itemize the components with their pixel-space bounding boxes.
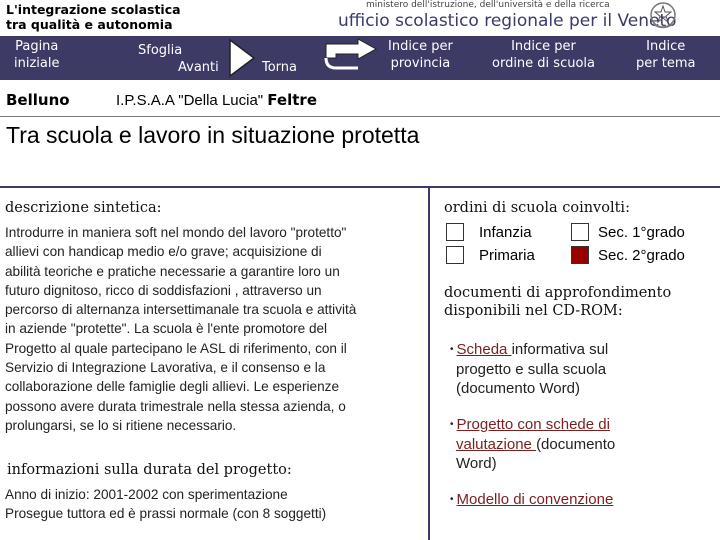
duration-line: Anno di inizio: 2001-2002 con sperimentazione: [5, 487, 288, 502]
documents-heading-line-1: documenti di approfondimento: [444, 285, 672, 301]
doc-item-progetto: [450, 415, 670, 474]
bullet-icon: •: [450, 494, 454, 505]
province-label-1: Indice per: [388, 39, 453, 54]
province-label-2: provincia: [390, 56, 451, 71]
home-label-1: Pagina: [15, 39, 59, 54]
sec-first-grade-checkbox[interactable]: [571, 223, 589, 241]
back-nav-link[interactable]: Torna: [262, 60, 298, 75]
theme-label-1: Indice: [646, 39, 686, 54]
home-nav-link[interactable]: [14, 38, 59, 72]
description-text: [5, 223, 356, 435]
primaria-label: Primaria: [479, 247, 535, 264]
documents-heading: [444, 284, 671, 320]
school-label: I.P.S.A.A "Della Lucia": [116, 92, 264, 109]
school-town: Feltre: [267, 91, 317, 109]
scheda-description: informativa sul: [511, 341, 609, 358]
progetto-link-2[interactable]: valutazione: [456, 435, 537, 453]
ministry-caption: ministero dell'istruzione, dell'università e della ricerca: [366, 0, 610, 10]
order-label-1: Indice per: [511, 39, 576, 54]
order-label-2: ordine di scuola: [492, 56, 595, 71]
progetto-description: (documento: [536, 435, 616, 453]
next-nav-link[interactable]: Avanti: [178, 60, 219, 75]
theme-index-link[interactable]: [636, 38, 695, 72]
documents-heading-line-2: disponibili nel CD-ROM:: [444, 303, 623, 319]
school-name: [116, 91, 317, 109]
progetto-link[interactable]: Progetto con schede di: [456, 416, 610, 433]
duration-line: Prosegue tuttora ed è prassi normale (con 8 soggetti): [5, 506, 327, 522]
navigation-bar: [0, 36, 720, 80]
sec-second-grade-label: Sec. 2°grado: [598, 247, 685, 264]
column-divider: [428, 188, 430, 540]
office-title: ufficio scolastico regionale per il Veneto: [338, 11, 677, 31]
site-brand: [6, 2, 181, 32]
doc-item-convenzione: [450, 490, 670, 510]
description-line: in aziende "protette". La scuola è l'ente promotore del: [5, 321, 328, 337]
description-line: futuro dignitoso, ricco di soddisfazioni , attraverso un: [5, 282, 322, 298]
bullet-icon: •: [450, 419, 454, 430]
bullet-icon: •: [450, 344, 454, 355]
description-line: prolungarsi, se lo si ritiene necessario.: [5, 417, 237, 433]
doc-item-scheda: [450, 340, 670, 399]
primaria-checkbox[interactable]: [446, 246, 464, 264]
description-line: allievi con handicap medio e/o grave; acquisizione di: [5, 244, 322, 260]
description-line: percorso di alternanza intersettimanale tra scuola e attività: [5, 302, 357, 318]
home-label-2: iniziale: [14, 56, 60, 71]
title-divider: [0, 186, 720, 188]
browse-label: Sfoglia: [138, 43, 183, 58]
theme-label-2: per tema: [636, 56, 696, 71]
infanzia-label: Infanzia: [479, 224, 532, 241]
scheda-description-2: progetto e sulla scuola: [456, 360, 607, 378]
province-name: Belluno: [6, 91, 70, 109]
description-line: Introdurre in maniera soft nel mondo del lavoro "protetto": [5, 225, 347, 240]
school-orders-heading: ordini di scuola coinvolti:: [444, 200, 630, 216]
convenzione-link[interactable]: Modello di convenzione: [456, 491, 614, 508]
page-title: Tra scuola e lavoro in situazione protetta: [6, 122, 420, 148]
forward-arrow-icon[interactable]: [228, 38, 256, 78]
duration-heading: informazioni sulla durata del progetto:: [7, 462, 292, 478]
brand-line-2: tra qualità e autonomia: [6, 17, 173, 32]
province-index-link[interactable]: [388, 38, 453, 72]
description-line: abilità teoriche e pratiche necessarie a garantire loro un: [5, 263, 340, 279]
duration-text: [5, 485, 326, 524]
sec-second-grade-checkbox[interactable]: [571, 246, 589, 264]
location-bar: [0, 84, 720, 117]
description-heading: descrizione sintetica:: [5, 200, 162, 216]
description-line: collaborazione delle famiglie degli allievi. Le esperienze: [5, 379, 340, 395]
sec-first-grade-label: Sec. 1°grado: [598, 224, 685, 241]
scheda-description-3: (documento Word): [456, 380, 580, 397]
description-line: possono avere durata trimestrale nella stessa azienda, o: [5, 398, 346, 414]
return-arrow-icon[interactable]: [318, 38, 382, 74]
italian-emblem-icon: [648, 0, 678, 32]
scheda-link[interactable]: Scheda: [456, 341, 512, 358]
brand-line-1: L'integrazione scolastica: [6, 2, 181, 17]
school-order-index-link[interactable]: [492, 38, 595, 72]
description-line: Progetto al quale partecipano le ASL di riferimento, con il: [5, 340, 347, 356]
progetto-description-2: Word): [456, 455, 497, 472]
infanzia-checkbox[interactable]: [446, 223, 464, 241]
description-line: Servizio di Integrazione Lavorativa, e il consenso e la: [5, 360, 326, 376]
